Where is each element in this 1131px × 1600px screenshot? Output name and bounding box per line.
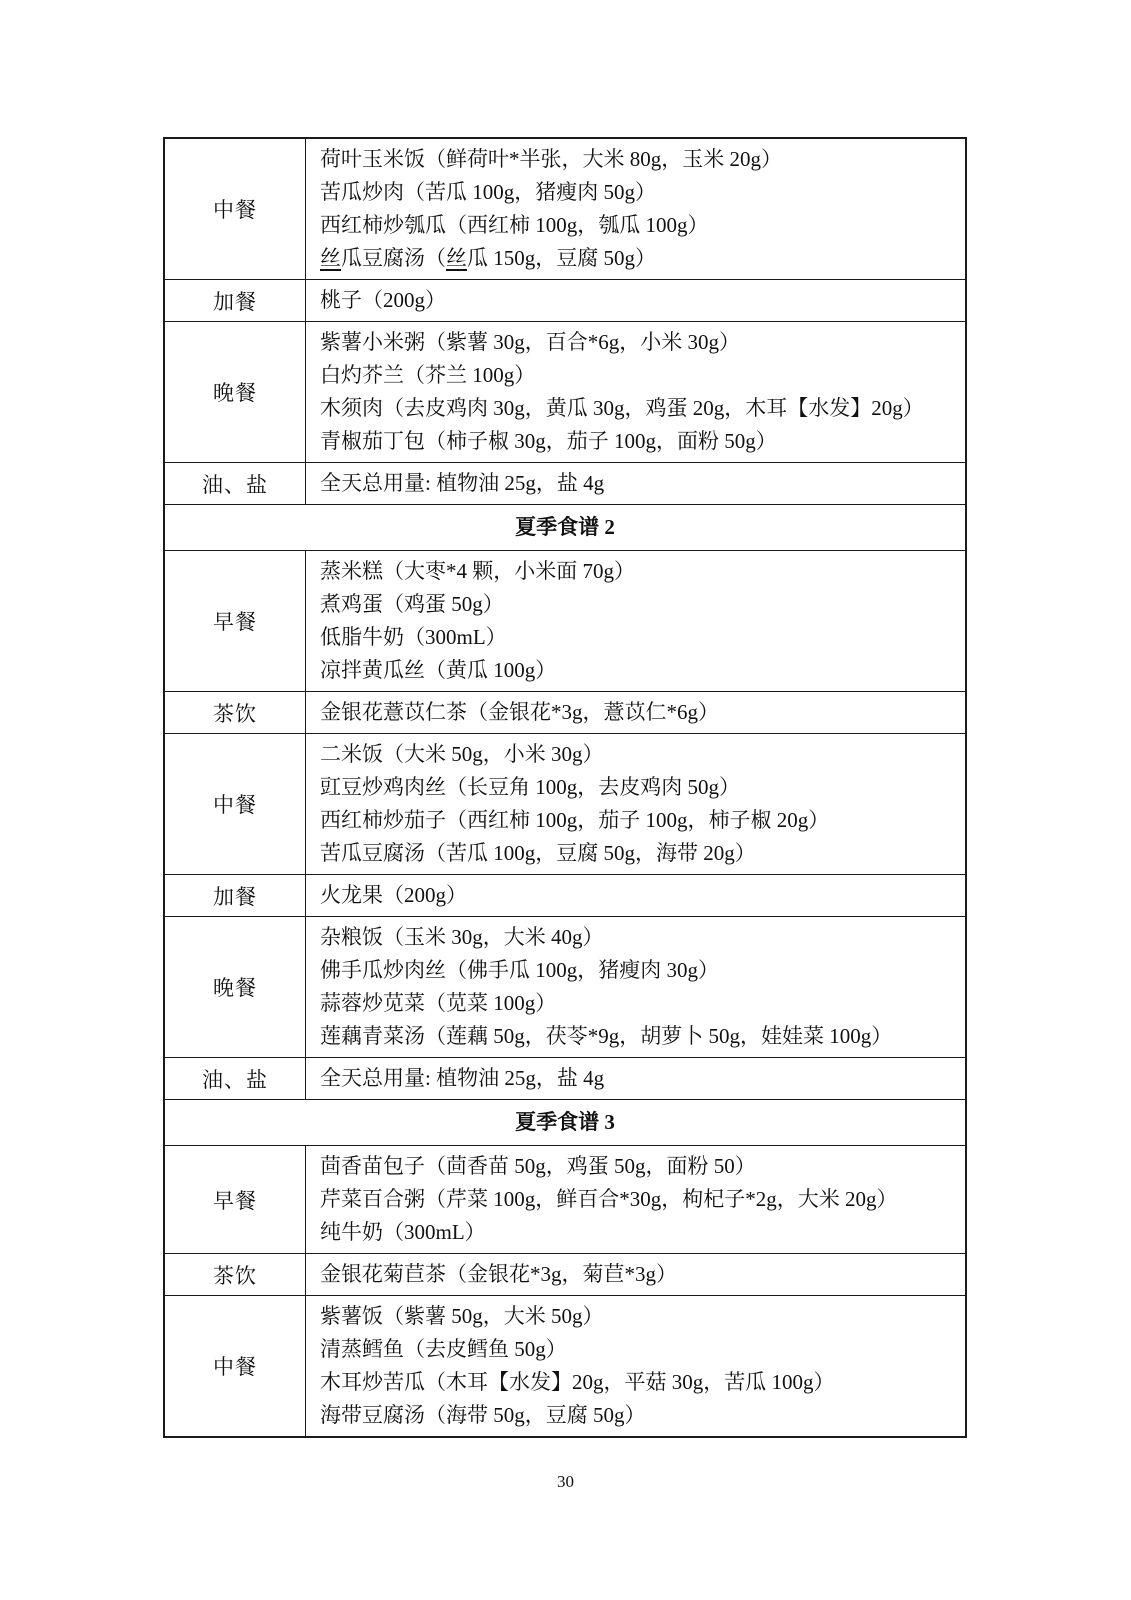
dish-line: 青椒茄丁包（柿子椒 30g，茄子 100g，面粉 50g）	[320, 429, 777, 453]
meal-items	[306, 463, 967, 505]
dish-line: 金银花薏苡仁茶（金银花*3g，薏苡仁*6g）	[320, 700, 719, 724]
meal-items	[306, 322, 967, 463]
meal-items	[306, 138, 967, 280]
dish-line: 金银花菊苣茶（金银花*3g，菊苣*3g）	[320, 1262, 677, 1286]
meal-row	[164, 322, 966, 463]
dish-line	[320, 242, 955, 275]
meal-label: 加餐	[164, 875, 306, 917]
page-number: 30	[557, 1472, 574, 1491]
dish-line: 白灼芥兰（芥兰 100g）	[320, 363, 536, 387]
dish-line: 全天总用量: 植物油 25g，盐 4g	[320, 471, 605, 495]
meal-plan-table-body	[164, 138, 966, 1437]
text-segment: 瓜豆腐汤（	[341, 246, 446, 270]
meal-label: 早餐	[164, 551, 306, 692]
section-title: 夏季食谱 3	[164, 1100, 966, 1146]
section-header-row	[164, 505, 966, 551]
dish-line: 煮鸡蛋（鸡蛋 50g）	[320, 592, 504, 616]
meal-label: 中餐	[164, 734, 306, 875]
meal-row	[164, 734, 966, 875]
meal-label: 油、盐	[164, 1058, 306, 1100]
meal-label: 加餐	[164, 280, 306, 322]
meal-plan-table	[163, 137, 967, 1438]
dish-line: 海带豆腐汤（海带 50g，豆腐 50g）	[320, 1403, 646, 1427]
dish-line: 西红柿炒茄子（西红柿 100g，茄子 100g，柿子椒 20g）	[320, 808, 830, 832]
meal-row	[164, 463, 966, 505]
text-segment: 瓜 150g，豆腐 50g）	[467, 246, 656, 270]
dish-line: 木耳炒苦瓜（木耳【水发】20g，平菇 30g，苦瓜 100g）	[320, 1370, 835, 1394]
dish-line: 苦瓜炒肉（苦瓜 100g，猪瘦肉 50g）	[320, 180, 656, 204]
meal-row	[164, 1058, 966, 1100]
dish-line: 纯牛奶（300mL）	[320, 1220, 486, 1244]
underlined-text: 丝	[320, 246, 341, 270]
meal-row	[164, 875, 966, 917]
meal-label: 中餐	[164, 138, 306, 280]
dish-line: 佛手瓜炒肉丝（佛手瓜 100g，猪瘦肉 30g）	[320, 958, 719, 982]
meal-items	[306, 1058, 967, 1100]
dish-line: 桃子（200g）	[320, 288, 446, 312]
meal-items	[306, 1146, 967, 1254]
meal-row	[164, 551, 966, 692]
section-title: 夏季食谱 2	[164, 505, 966, 551]
dish-line: 全天总用量: 植物油 25g，盐 4g	[320, 1066, 605, 1090]
dish-line: 木须肉（去皮鸡肉 30g，黄瓜 30g，鸡蛋 20g，木耳【水发】20g）	[320, 396, 924, 420]
meal-label: 晚餐	[164, 917, 306, 1058]
dish-line: 芹菜百合粥（芹菜 100g，鲜百合*30g，枸杞子*2g，大米 20g）	[320, 1187, 898, 1211]
dish-line: 低脂牛奶（300mL）	[320, 625, 507, 649]
dish-line: 豇豆炒鸡肉丝（长豆角 100g，去皮鸡肉 50g）	[320, 775, 740, 799]
meal-row	[164, 692, 966, 734]
dish-line: 紫薯小米粥（紫薯 30g，百合*6g，小米 30g）	[320, 330, 740, 354]
dish-line: 苦瓜豆腐汤（苦瓜 100g，豆腐 50g，海带 20g）	[320, 841, 756, 865]
meal-items	[306, 692, 967, 734]
meal-items	[306, 551, 967, 692]
meal-label: 茶饮	[164, 692, 306, 734]
meal-row	[164, 1254, 966, 1296]
meal-label: 茶饮	[164, 1254, 306, 1296]
dish-line: 蒜蓉炒苋菜（苋菜 100g）	[320, 991, 557, 1015]
section-header-row	[164, 1100, 966, 1146]
dish-line: 二米饭（大米 50g，小米 30g）	[320, 742, 604, 766]
dish-line: 杂粮饭（玉米 30g，大米 40g）	[320, 925, 604, 949]
meal-items	[306, 280, 967, 322]
underlined-text: 丝	[446, 246, 467, 270]
meal-label: 早餐	[164, 1146, 306, 1254]
dish-line: 荷叶玉米饭（鲜荷叶*半张，大米 80g，玉米 20g）	[320, 147, 782, 171]
meal-row	[164, 280, 966, 322]
meal-row	[164, 138, 966, 280]
meal-items	[306, 1296, 967, 1438]
dish-line: 茴香苗包子（茴香苗 50g，鸡蛋 50g，面粉 50）	[320, 1154, 756, 1178]
meal-row	[164, 1146, 966, 1254]
meal-row	[164, 917, 966, 1058]
dish-line: 凉拌黄瓜丝（黄瓜 100g）	[320, 658, 557, 682]
meal-label: 油、盐	[164, 463, 306, 505]
dish-line: 紫薯饭（紫薯 50g，大米 50g）	[320, 1304, 604, 1328]
meal-items	[306, 917, 967, 1058]
dish-line: 西红柿炒瓠瓜（西红柿 100g，瓠瓜 100g）	[320, 213, 709, 237]
dish-line: 清蒸鳕鱼（去皮鳕鱼 50g）	[320, 1337, 567, 1361]
meal-items	[306, 875, 967, 917]
dish-line: 蒸米糕（大枣*4 颗，小米面 70g）	[320, 559, 635, 583]
dish-line: 火龙果（200g）	[320, 883, 467, 907]
meal-label: 晚餐	[164, 322, 306, 463]
meal-items	[306, 1254, 967, 1296]
meal-row	[164, 1296, 966, 1438]
dish-line: 莲藕青菜汤（莲藕 50g，茯苓*9g，胡萝卜 50g，娃娃菜 100g）	[320, 1024, 893, 1048]
meal-items	[306, 734, 967, 875]
meal-label: 中餐	[164, 1296, 306, 1438]
